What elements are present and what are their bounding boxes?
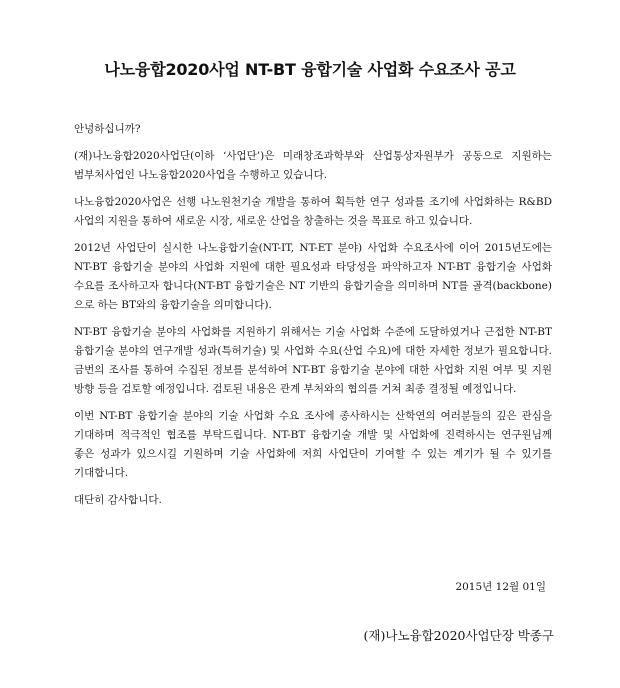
document-body <box>74 120 552 518</box>
survey-background-paragraph: 2012년 사업단이 실시한 나노융합기술(NT-IT, NT-ET 분야) 사업화 수요조사에 이어 2015년도에는 NT-BT 융합기술 분야의 사업화 지원에 대한 필요성과 타당성을 파악하고자 NT-BT 융합기술 사업화 수요를 조사하고자 합니다(NT-BT 융합기술은 NT 기반의 융합기술을 의미하며 NT를 골격(backbone)으로 하는 BT와의 융합기술을 의미합니다). <box>74 242 552 311</box>
intro-paragraph: (재)나노융합2020사업단(이하 ‘사업단’)은 미래창조과학부와 산업통상자원부가 공동으로 지원하는 범부처사업인 나노융합2020사업을 수행하고 있습니다. <box>74 150 552 181</box>
document-date: 2015년 12월 01일 <box>455 581 546 593</box>
program-goal-paragraph: 나노융합2020사업은 선행 나노원천기술 개발을 통하여 획득한 연구 성과를 조기에 사업화하는 R&BD 사업의 지원을 통하여 새로운 시장, 새로운 산업을 창출하는 것을 목표로 하고 있습니다. <box>74 196 552 227</box>
survey-purpose-paragraph: NT-BT 융합기술 분야의 사업화를 지원하기 위해서는 기술 사업화 수준에 도달하였거나 근접한 NT-BT 융합기술 분야의 연구개발 성과(특허기술) 및 사업화 수요(산업 수요)에 대한 자세한 정보가 필요합니다. 금번의 조사를 통하여 수집된 정보를 분석하여 NT-BT 융합기술 분야에 대한 사업화 지원 여부 및 지원 방향 등을 검토할 예정입니다. 검토된 내용은 관계 부처와의 협의를 거쳐 최종 결정될 예정입니다. <box>74 326 552 395</box>
page-title: 나노융합2020사업 NT-BT 융합기술 사업화 수요조사 공고 <box>104 60 516 79</box>
signature: (재)나노융합2020사업단장 박종구 <box>363 628 554 643</box>
greeting-paragraph: 안녕하십니까? <box>74 123 141 135</box>
closing-paragraph: 대단히 감사합니다. <box>74 494 162 506</box>
cooperation-request-paragraph: 이번 NT-BT 융합기술 분야의 기술 사업화 수요 조사에 종사하시는 산학연의 여러분들의 깊은 관심을 기대하며 적극적인 협조를 부탁드립니다. NT-BT 융합기술 개발 및 사업화에 진력하시는 연구원님께 좋은 성과가 있으시길 기원하며 기술 사업화에 저희 사업단이 기여할 수 있는 계기가 될 수 있기를 기대합니다. <box>74 410 552 479</box>
